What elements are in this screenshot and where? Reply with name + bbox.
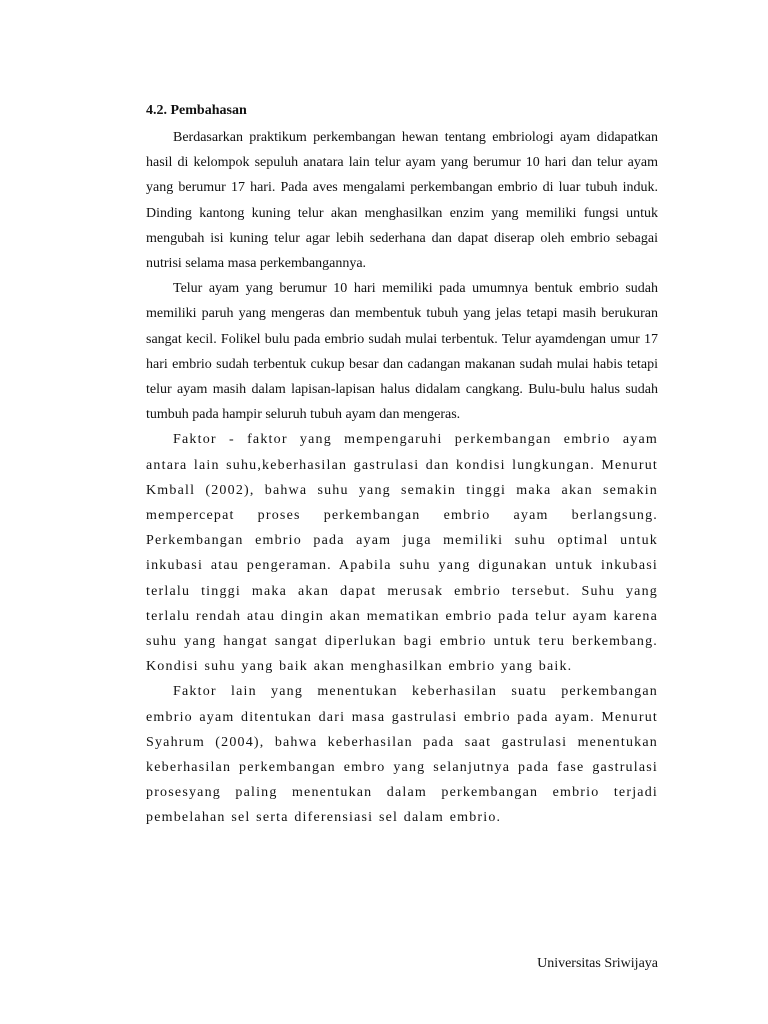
paragraph-3: Faktor - faktor yang mempengaruhi perkembangan embrio ayam antara lain suhu,keberhasilan gastrulasi dan kondisi lungkungan. Menurut Kmball (2002), bahwa suhu yang semakin tinggi maka akan semakin mempercepat proses perkembangan embrio ayam berlangsung. Perkembangan embrio pada ayam juga memiliki suhu optimal untuk inkubasi atau pengeraman. Apabila suhu yang digunakan untuk inkubasi terlalu tinggi maka akan dapat merusak embrio tersebut. Suhu yang terlalu rendah atau dingin akan mematikan embrio pada telur ayam karena suhu yang hangat sangat diperlukan bagi embrio untuk teru berkembang. Kondisi suhu yang baik akan menghasilkan embrio yang baik. [146, 432, 658, 675]
paragraph-1: Berdasarkan praktikum perkembangan hewan tentang embriologi ayam didapatkan hasil di kelompok sepuluh anatara lain telur ayam yang berumur 10 hari dan telur ayam yang berumur 17 hari. Pada aves mengalami perkembangan embrio di luar tubuh induk. Dinding kantong kuning telur akan menghasilkan enzim yang memiliki fungsi untuk mengubah isi kuning telur agar lebih sederhana dan dapat diserap oleh embrio sebagai nutrisi selama masa perkembangannya. [146, 130, 658, 272]
paragraph-2: Telur ayam yang berumur 10 hari memiliki pada umumnya bentuk embrio sudah memiliki paruh yang mengeras dan membentuk tubuh yang jelas tetapi masih berukuran sangat kecil. Folikel bulu pada embrio sudah mulai terbentuk. Telur ayamdengan umur 17 hari embrio sudah terbentuk cukup besar dan cadangan makanan sudah mulai habis tetapi telur ayam masih dalam lapisan-lapisan halus didalam cangkang. Bulu-bulu halus sudah tumbuh pada hampir seluruh tubuh ayam dan mengeras. [146, 281, 658, 423]
section-heading: 4.2. Pembahasan [146, 103, 247, 118]
body-text [146, 125, 658, 831]
paragraph-4: Faktor lain yang menentukan keberhasilan suatu perkembangan embrio ayam ditentukan dari masa gastrulasi embrio pada ayam. Menurut Syahrum (2004), bahwa keberhasilan pada saat gastrulasi menentukan keberhasilan perkembangan embro yang selanjutnya pada fase gastrulasi prosesyang paling menentukan dalam perkembangan embrio terjadi pembelahan sel serta diferensiasi sel dalam embrio. [146, 684, 658, 826]
page-footer: Universitas Sriwijaya [537, 956, 658, 971]
